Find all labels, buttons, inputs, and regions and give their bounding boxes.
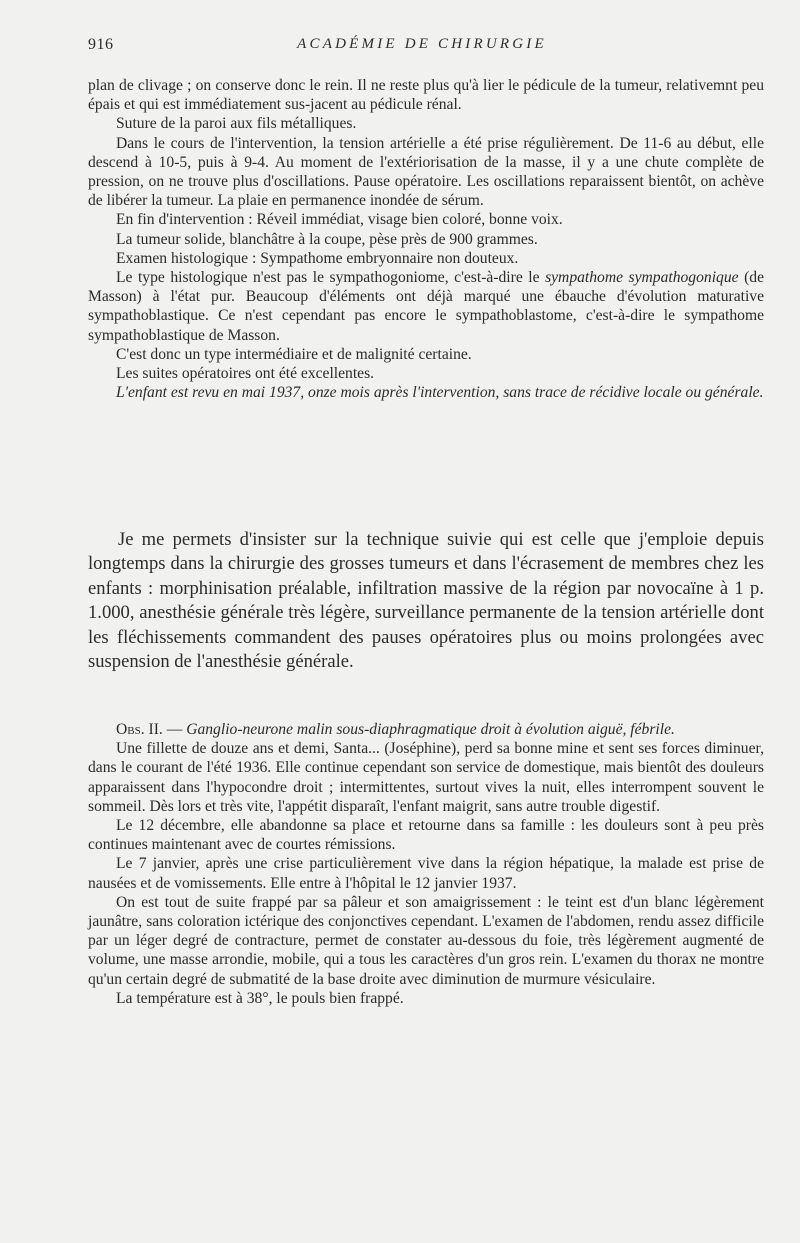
paragraph: Les suites opératoires ont été excellentes. (116, 365, 375, 383)
observation-label: Obs. II. (116, 721, 163, 738)
page-header (88, 36, 756, 58)
histology-paragraph (88, 268, 764, 345)
running-title: ACADÉMIE DE CHIRURGIE (297, 36, 547, 52)
paragraph: Le 12 décembre, elle abandonne sa place et retourne dans sa famille : les douleurs sont à peu près continues maintenant avec de courtes rémissions. (88, 817, 764, 854)
histology-italic-term: sympathome sympathogonique (545, 269, 739, 287)
observation-section (88, 720, 764, 1008)
paragraph: Suture de la paroi aux fils métalliques. (116, 115, 357, 133)
paragraph: Dans le cours de l'intervention, la tension artérielle a été prise régulièrement. De 11-6 au début, elle descend à 10-5, puis à 9-4. Au moment de l'extériorisation de la masse, il y a une chute complète de pression, on ne trouve plus d'oscillations. Pause opératoire. Les oscillations reparaissent bientôt, on achève de libérer la tumeur. La plaie en permanence inondée de sérum. (88, 134, 764, 210)
paragraph: Une fillette de douze ans et demi, Santa... (Joséphine), perd sa bonne mine et sent ses forces diminuer, dans le courant de l'été 1936. Elle continue cependant son service de domestique, mais bientôt des douleurs apparaissent dans l'hypocondre droit ; intermittentes, surtout vives la nuit, elles interrompent souvent le sommeil. Dès lors et très vite, l'appétit disparaît, l'enfant maigrit, sans autre trouble digestif. (88, 740, 764, 815)
paragraph: La tumeur solide, blanchâtre à la coupe, pèse près de 900 grammes. (116, 230, 538, 248)
paragraph: En fin d'intervention : Réveil immédiat, visage bien coloré, bonne voix. (116, 211, 563, 229)
case-report-continuation (88, 76, 764, 402)
observation-dash: — (162, 721, 187, 738)
observation-title: Ganglio-neurone malin sous-diaphragmatique droit à évolution aiguë, fébrile. (186, 721, 675, 738)
technique-paragraph: Je me permets d'insister sur la technique suivie qui est celle que j'emploie depuis longtemps dans la chirurgie des grosses tumeurs et dans l'écrasement de membres chez les enfants : morphinisation préalable, infiltration massive de la région par novocaïne à 1 p. 1.000, anesthésie générale très légère, surveillance permanente de la tension artérielle dont les fléchissements commandent des pauses opératoires plus ou moins prolongées avec suspension de l'anesthésie générale. (88, 529, 764, 673)
technique-section (88, 528, 764, 674)
paragraph: La température est à 38°, le pouls bien frappé. (116, 989, 404, 1007)
paragraph: Le 7 janvier, après une crise particulièrement vive dans la région hépatique, la malade est prise de nausées et de vomissements. Elle entre à l'hôpital le 12 janvier 1937. (88, 855, 764, 892)
paragraph: On est tout de suite frappé par sa pâleur et son amaigrissement : le teint est d'un blanc légèrement jaunâtre, sans coloration ictérique des conjonctives cependant. L'examen de l'abdomen, rendu assez difficile par un léger degré de contracture, permet de constater au-dessous du foie, très légèrement augmenté de volume, une masse arrondie, mobile, qui a tous les caractères d'un gros rein. L'examen du thorax ne montre qu'un certain degré de submatité de la base droite avec diminution de murmure vésiculaire. (88, 893, 764, 988)
page-number: 916 (88, 36, 114, 53)
histology-text: Le type histologique n'est pas le sympathogoniome, c'est-à-dire le (116, 269, 546, 287)
paragraph: C'est donc un type intermédiaire et de malignité certaine. (116, 345, 472, 363)
observation-heading (88, 720, 764, 739)
histology-text: (de Masson) à l'état pur. Beaucoup d'éléments ont déjà marqué une ébauche d'évolution maturative sympathoblastique. Ce n'est cependant pas encore le sympathoblastome, c'est-à-dire le sympathome sympathoblastique de Masson. (88, 269, 764, 344)
followup-paragraph: L'enfant est revu en mai 1937, onze mois après l'intervention, sans trace de récidive locale ou générale. (116, 384, 764, 402)
paragraph: Examen histologique : Sympathome embryonnaire non douteux. (116, 249, 519, 267)
paragraph: plan de clivage ; on conserve donc le rein. Il ne reste plus qu'à lier le pédicule de la tumeur, relativemnt peu épais et qui est immédiatement sus-jacent au pédicule rénal. (88, 77, 764, 114)
